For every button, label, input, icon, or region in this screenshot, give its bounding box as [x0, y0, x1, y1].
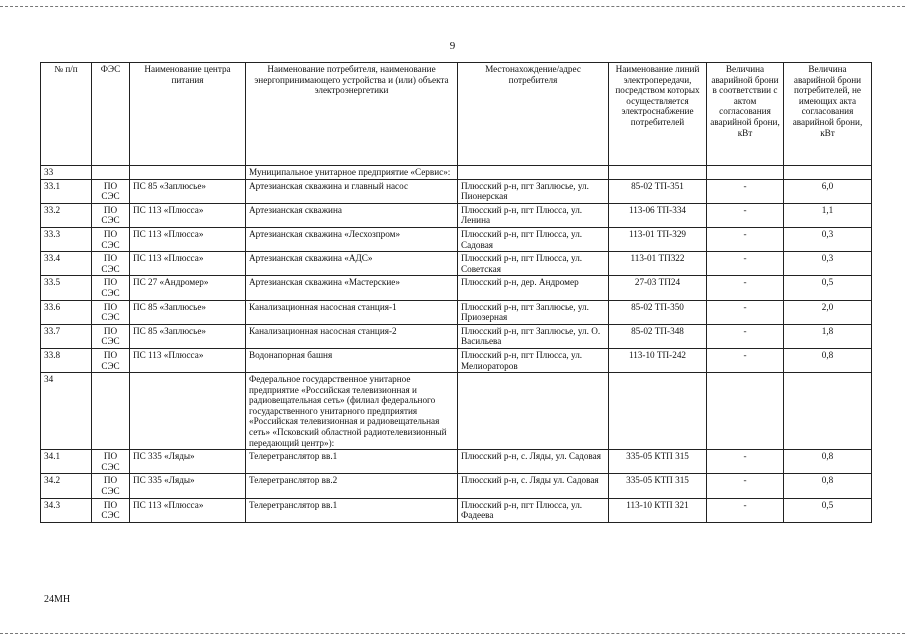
cell-reserve-without-act: 1,8	[784, 324, 872, 348]
cell-power-line: 113-10 ТП-242	[609, 348, 707, 372]
cell-reserve-with-act: -	[707, 498, 784, 522]
cell-num: 33.4	[41, 252, 92, 276]
cell-reserve-without-act: 0,5	[784, 498, 872, 522]
cell-power-line: 27-03 ТП24	[609, 276, 707, 300]
table-row	[41, 252, 872, 276]
cell-address: Плюсский р-н, с. Ляды ул. Садовая	[458, 474, 609, 498]
table-body	[41, 166, 872, 523]
cell-power-center	[130, 373, 246, 450]
cell-reserve-without-act: 6,0	[784, 179, 872, 203]
cell-power-line: 113-10 КТП 321	[609, 498, 707, 522]
scan-edge-top	[0, 6, 905, 7]
header-address: Местонахождение/адрес потребителя	[458, 63, 609, 166]
cell-num: 33.1	[41, 179, 92, 203]
cell-reserve-with-act: -	[707, 474, 784, 498]
cell-num: 33.2	[41, 203, 92, 227]
cell-address: Плюсский р-н, с. Ляды, ул. Садовая	[458, 450, 609, 474]
cell-consumer: Артезианская скважина «Лесхозпром»	[246, 227, 458, 251]
cell-power-line: 85-02 ТП-351	[609, 179, 707, 203]
cell-power-center: ПС 27 «Андромер»	[130, 276, 246, 300]
cell-reserve-without-act: 0,8	[784, 450, 872, 474]
cell-num: 34.2	[41, 474, 92, 498]
header-reserve-without-act: Величина аварийной брони потребителей, не имеющих акта согласования аварийной брони, кВт	[784, 63, 872, 166]
table-row	[41, 498, 872, 522]
cell-power-center: ПС 85 «Заплюсье»	[130, 179, 246, 203]
cell-consumer: Телеретранслятор вв.1	[246, 450, 458, 474]
cell-address: Плюсский р-н, пгт Заплюсье, ул. О. Васильева	[458, 324, 609, 348]
header-reserve-with-act: Величина аварийной брони в соответствии с актом согласования аварийной брони, кВт	[707, 63, 784, 166]
cell-power-line: 335-05 КТП 315	[609, 474, 707, 498]
cell-reserve-with-act: -	[707, 324, 784, 348]
cell-power-center: ПС 113 «Плюсса»	[130, 252, 246, 276]
cell-fes: ПО СЭС	[92, 300, 130, 324]
cell-fes: ПО СЭС	[92, 324, 130, 348]
header-num: № п/п	[41, 63, 92, 166]
cell-power-line: 335-05 КТП 315	[609, 450, 707, 474]
cell-consumer: Телеретранслятор вв.2	[246, 474, 458, 498]
cell-address: Плюсский р-н, пгт Плюсса, ул. Садовая	[458, 227, 609, 251]
cell-power-line: 85-02 ТП-348	[609, 324, 707, 348]
cell-num: 33.3	[41, 227, 92, 251]
table-row	[41, 300, 872, 324]
cell-num: 33.5	[41, 276, 92, 300]
cell-reserve-with-act: -	[707, 252, 784, 276]
table-row	[41, 324, 872, 348]
cell-num: 33.8	[41, 348, 92, 372]
page-number: 9	[449, 40, 456, 52]
cell-consumer: Федеральное государственное унитарное предприятие «Российская телевизионная и радиовещательная сеть» (филиал федерального государственного унитарного предприятия «Российская телевизионная и радиовещательная сеть» «Псковский областной радиотелевизионный передающий центр»):	[246, 373, 458, 450]
cell-reserve-without-act: 0,3	[784, 252, 872, 276]
cell-fes	[92, 373, 130, 450]
cell-reserve-with-act: -	[707, 450, 784, 474]
cell-power-line: 113-06 ТП-334	[609, 203, 707, 227]
cell-fes: ПО СЭС	[92, 498, 130, 522]
cell-reserve-without-act: 0,3	[784, 227, 872, 251]
cell-num: 34.1	[41, 450, 92, 474]
cell-power-line: 113-01 ТП-329	[609, 227, 707, 251]
cell-fes: ПО СЭС	[92, 474, 130, 498]
header-consumer: Наименование потребителя, наименование энергопринимающего устройства и (или) объекта электроэнергетики	[246, 63, 458, 166]
cell-reserve-with-act	[707, 373, 784, 450]
cell-power-center: ПС 113 «Плюсса»	[130, 348, 246, 372]
cell-address: Плюсский р-н, пгт Заплюсье, ул. Пионерская	[458, 179, 609, 203]
cell-reserve-with-act	[707, 166, 784, 180]
cell-address: Плюсский р-н, пгт Заплюсье, ул. Приозерная	[458, 300, 609, 324]
cell-reserve-without-act	[784, 166, 872, 180]
cell-reserve-without-act: 0,8	[784, 348, 872, 372]
cell-address: Плюсский р-н, пгт Плюсса, ул. Ленина	[458, 203, 609, 227]
cell-power-center: ПС 113 «Плюсса»	[130, 498, 246, 522]
cell-consumer: Канализационная насосная станция-2	[246, 324, 458, 348]
cell-fes: ПО СЭС	[92, 227, 130, 251]
cell-power-center: ПС 335 «Ляды»	[130, 450, 246, 474]
cell-fes: ПО СЭС	[92, 203, 130, 227]
cell-consumer: Канализационная насосная станция-1	[246, 300, 458, 324]
table-row	[41, 450, 872, 474]
cell-consumer: Артезианская скважина и главный насос	[246, 179, 458, 203]
table-header-row	[41, 63, 872, 166]
cell-power-line: 113-01 ТП322	[609, 252, 707, 276]
table-row	[41, 276, 872, 300]
cell-address: Плюсский р-н, пгт Плюсса, ул. Фадеева	[458, 498, 609, 522]
cell-power-center: ПС 335 «Ляды»	[130, 474, 246, 498]
cell-power-line	[609, 166, 707, 180]
cell-consumer: Артезианская скважина «Мастерские»	[246, 276, 458, 300]
cell-power-line	[609, 373, 707, 450]
cell-fes: ПО СЭС	[92, 252, 130, 276]
header-power-line: Наименование линий электропередачи, посредством которых осуществляется электроснабжение потребителей	[609, 63, 707, 166]
cell-reserve-without-act	[784, 373, 872, 450]
cell-num: 34.3	[41, 498, 92, 522]
cell-reserve-without-act: 0,5	[784, 276, 872, 300]
cell-address	[458, 373, 609, 450]
cell-num: 34	[41, 373, 92, 450]
cell-reserve-with-act: -	[707, 227, 784, 251]
cell-reserve-with-act: -	[707, 179, 784, 203]
cell-reserve-without-act: 1,1	[784, 203, 872, 227]
cell-address: Плюсский р-н, пгт Плюсса, ул. Советская	[458, 252, 609, 276]
scan-edge-bottom	[0, 633, 905, 634]
cell-power-center: ПС 113 «Плюсса»	[130, 203, 246, 227]
cell-power-center	[130, 166, 246, 180]
cell-address: Плюсский р-н, пгт Плюсса, ул. Мелиораторов	[458, 348, 609, 372]
consumer-reserve-table	[40, 62, 872, 523]
cell-power-center: ПС 85 «Заплюсье»	[130, 300, 246, 324]
cell-power-line: 85-02 ТП-350	[609, 300, 707, 324]
cell-address	[458, 166, 609, 180]
cell-num: 33	[41, 166, 92, 180]
cell-reserve-with-act: -	[707, 276, 784, 300]
table-row	[41, 348, 872, 372]
cell-fes: ПО СЭС	[92, 179, 130, 203]
cell-num: 33.6	[41, 300, 92, 324]
table-row	[41, 227, 872, 251]
cell-fes: ПО СЭС	[92, 450, 130, 474]
cell-fes	[92, 166, 130, 180]
cell-reserve-without-act: 2,0	[784, 300, 872, 324]
table-row	[41, 179, 872, 203]
cell-power-center: ПС 113 «Плюсса»	[130, 227, 246, 251]
table-row	[41, 166, 872, 180]
cell-reserve-with-act: -	[707, 203, 784, 227]
document-code: 24МН	[44, 594, 71, 605]
cell-consumer: Телеретранслятор вв.1	[246, 498, 458, 522]
table-row	[41, 203, 872, 227]
cell-reserve-without-act: 0,8	[784, 474, 872, 498]
cell-consumer: Водонапорная башня	[246, 348, 458, 372]
cell-reserve-with-act: -	[707, 348, 784, 372]
header-power-center: Наименование центра питания	[130, 63, 246, 166]
cell-fes: ПО СЭС	[92, 276, 130, 300]
table-row	[41, 474, 872, 498]
cell-consumer: Муниципальное унитарное предприятие «Сервис»:	[246, 166, 458, 180]
cell-address: Плюсский р-н, дер. Андромер	[458, 276, 609, 300]
table-row	[41, 373, 872, 450]
cell-fes: ПО СЭС	[92, 348, 130, 372]
cell-consumer: Артезианская скважина	[246, 203, 458, 227]
cell-consumer: Артезианская скважина «АДС»	[246, 252, 458, 276]
cell-power-center: ПС 85 «Заплюсье»	[130, 324, 246, 348]
cell-num: 33.7	[41, 324, 92, 348]
cell-reserve-with-act: -	[707, 300, 784, 324]
header-fes: ФЭС	[92, 63, 130, 166]
